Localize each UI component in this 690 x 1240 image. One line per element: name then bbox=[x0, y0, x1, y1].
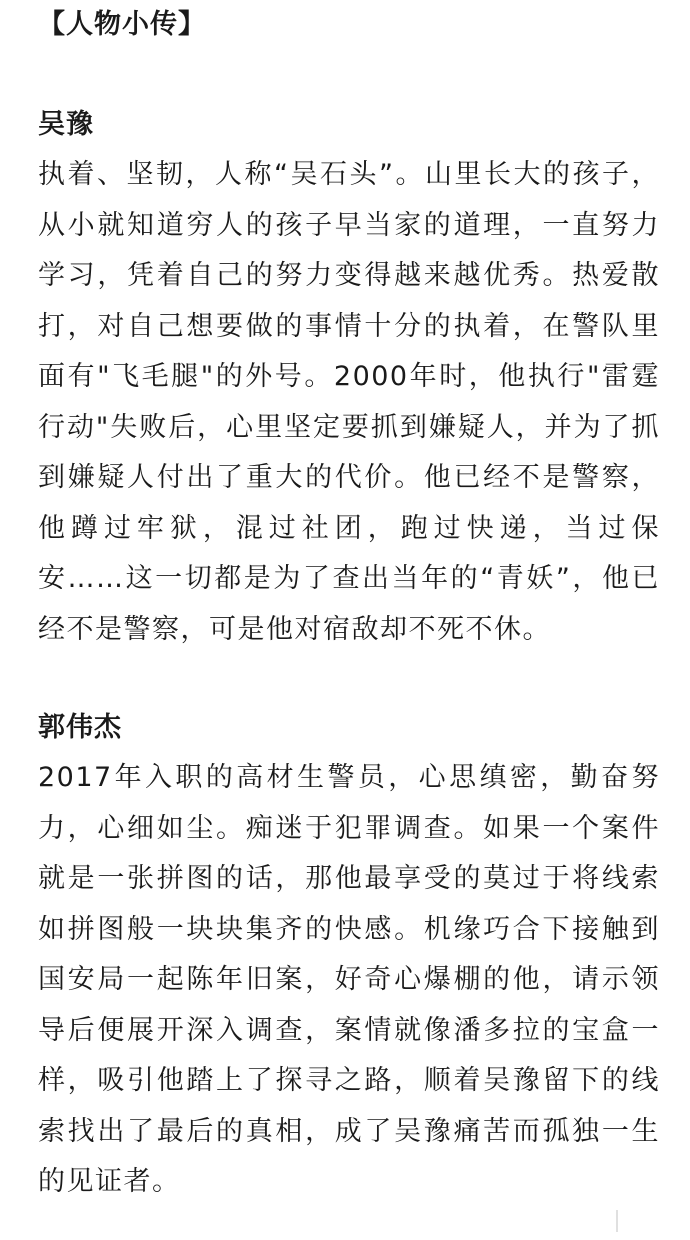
character-bio: 2017年入职的高材生警员，心思缜密，勤奋努力，心细如尘。痴迷于犯罪调查。如果一个案件就是一张拼图的话，那他最享受的莫过于将线索如拼图般一块块集齐的快感。机缘巧合下接触到国安局一起陈年旧案，好奇心爆棚的他，请示领导后便展开深入调查，案情就像潘多拉的宝盒一样，吸引他踏上了探寻之路，顺着吴豫留下的线索找出了最后的真相，成了吴豫痛苦而孤独一生的见证者。 bbox=[38, 762, 660, 1197]
document-body bbox=[38, 0, 660, 1208]
divider bbox=[616, 1210, 618, 1232]
section-spacer bbox=[38, 655, 660, 703]
page-title: 【人物小传】 bbox=[38, 9, 206, 40]
character-name: 郭伟杰 bbox=[38, 712, 122, 743]
character-bio: 执着、坚韧，人称“吴石头”。山里长大的孩子，从小就知道穷人的孩子早当家的道理，一直努力学习，凭着自己的努力变得越来越优秀。热爱散打，对自己想要做的事情十分的执着，在警队里面有"飞毛腿"的外号。2000年时，他执行"雷霆行动"失败后，心里坚定要抓到嫌疑人，并为了抓到嫌疑人付出了重大的代价。他已经不是警察，他蹲过牢狱，混过社团，跑过快递，当过保安……这一切都是为了查出当年的“青妖”，他已经不是警察，可是他对宿敌却不死不休。 bbox=[38, 159, 660, 645]
character-section-1 bbox=[38, 100, 660, 655]
character-section-2 bbox=[38, 703, 660, 1208]
character-name: 吴豫 bbox=[38, 109, 94, 140]
